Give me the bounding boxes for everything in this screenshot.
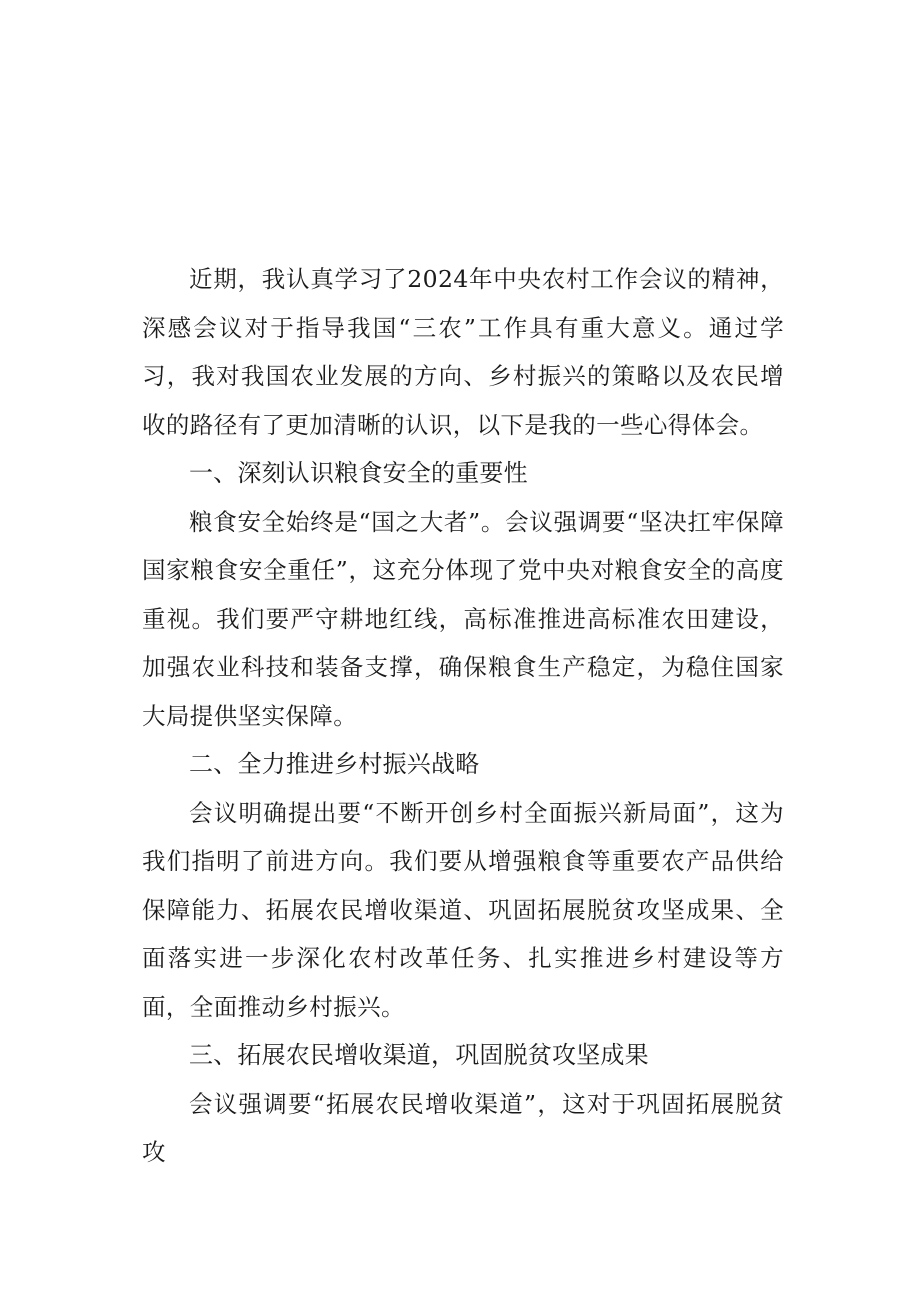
section-paragraph-1: 粮食安全始终是“国之大者”。会议强调要“坚决扛牢保障国家粮食安全重任”，这充分体现了党中央对粮食安全的高度重视。我们要严守耕地红线，高标准推进高标准农田建设，加强农业科技和装备支撑，确保粮食生产稳定，为稳住国家大局提供坚实保障。 — [142, 507, 784, 730]
section-heading-2: 二、全力推进乡村振兴战略 — [189, 750, 480, 778]
section-paragraph-2: 会议明确提出要“不断开创乡村全面振兴新局面”，这为我们指明了前进方向。我们要从增强粮食等重要农产品供给保障能力、拓展农民增收渠道、巩固拓展脱贫攻坚成果、全面落实进一步深化农村改革任务、扎实推进乡村建设等方面，全面推动乡村振兴。 — [142, 798, 784, 1021]
document-body — [142, 255, 784, 1177]
intro-paragraph: 近期，我认真学习了2024年中央农村工作会议的精神，深感会议对于指导我国“三农”工作具有重大意义。通过学习，我对我国农业发展的方向、乡村振兴的策略以及农民增收的路径有了更加清晰的认识，以下是我的一些心得体会。 — [142, 265, 784, 439]
section-heading-1: 一、深刻认识粮食安全的重要性 — [189, 459, 528, 487]
section-heading-3: 三、拓展农民增收渠道，巩固脱贫攻坚成果 — [189, 1041, 649, 1069]
section-paragraph-3: 会议强调要“拓展农民增收渠道”，这对于巩固拓展脱贫攻 — [142, 1089, 784, 1166]
